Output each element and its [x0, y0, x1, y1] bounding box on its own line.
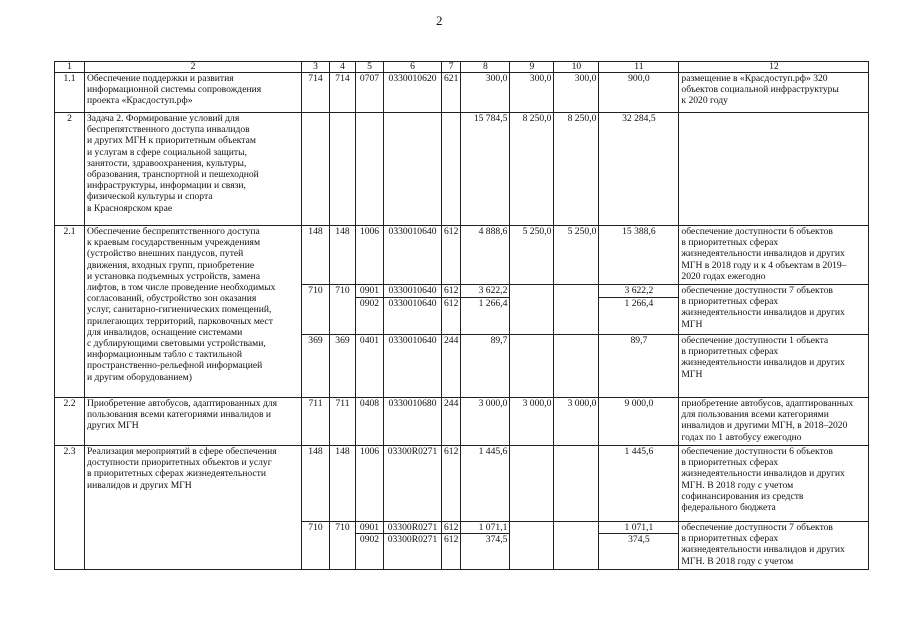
- header-cell: 7: [442, 62, 461, 73]
- target-article-cell: 03300R0271: [384, 534, 442, 570]
- table-row: [55, 446, 869, 522]
- amount-total: 1 445,6: [599, 446, 679, 522]
- code-cell: 714: [330, 73, 356, 113]
- header-cell: 12: [679, 62, 869, 73]
- expense-type-cell: 621: [442, 73, 461, 113]
- target-article-cell: 0330010620: [384, 73, 442, 113]
- item-name: Обеспечение беспрепятственного доступа к краевым государственным учреждениям (устройство внешних пандусов, путей движения, входных групп, приобретение и установка подъемных устройств, замена лифтов, в том числе проведение необходимых согласований, обустройство зон оказания услуг, санитарно-гигиенических помещений, прилегающих территорий, парковочных мест для инвалидов, оснащение системами с дублирующими световыми устройствами, информационным табло с тактильной пространственно-рельефной информацией и другим оборудованием): [85, 226, 302, 398]
- amount-total: 32 284,5: [599, 113, 679, 226]
- amount-2018: 15 784,5: [461, 113, 510, 226]
- table-row: [55, 113, 869, 226]
- target-article-cell: 0330010680: [384, 398, 442, 446]
- code-cell: 710: [330, 285, 356, 335]
- amount-2018: 374,5: [461, 534, 510, 570]
- header-cell: 6: [384, 62, 442, 73]
- target-article-cell: 0330010640: [384, 226, 442, 285]
- amount-2018: 4 888,6: [461, 226, 510, 285]
- amount-2018: 1 445,6: [461, 446, 510, 522]
- grbs-cell: 710: [302, 522, 330, 570]
- row-number: 2.1: [55, 226, 85, 398]
- code-cell: 148: [330, 446, 356, 522]
- expected-result: обеспечение доступности 7 объектов в приоритетных сферах жизнедеятельности инвалидов и других МГН: [679, 285, 869, 335]
- amount-total: 9 000,0: [599, 398, 679, 446]
- row-number: 2.2: [55, 398, 85, 446]
- amount-2018: 3 000,0: [461, 398, 510, 446]
- header-cell: 1: [55, 62, 85, 73]
- section-cell: 0401: [356, 335, 384, 398]
- header-cell: 5: [356, 62, 384, 73]
- grbs-cell: 369: [302, 335, 330, 398]
- row-number: 2.3: [55, 446, 85, 570]
- section-cell: 0902: [356, 534, 384, 570]
- amount-2019: 300,0: [510, 73, 554, 113]
- table-row: [55, 398, 869, 446]
- amount-total: 3 622,2: [599, 285, 679, 298]
- amount-total: 374,5: [599, 534, 679, 570]
- code-cell: 710: [330, 522, 356, 570]
- amount-2018: 1 071,1: [461, 522, 510, 534]
- target-article-cell: 03300R0271: [384, 522, 442, 534]
- header-cell: 10: [554, 62, 599, 73]
- section-cell: 0408: [356, 398, 384, 446]
- page-number: 2: [436, 13, 443, 28]
- amount-total: 900,0: [599, 73, 679, 113]
- header-cell: 2: [85, 62, 302, 73]
- code-cell: 369: [330, 335, 356, 398]
- section-cell: 0707: [356, 73, 384, 113]
- grbs-cell: 710: [302, 285, 330, 335]
- expense-type-cell: 612: [442, 298, 461, 335]
- table-row: [55, 226, 869, 285]
- section-cell: 0901: [356, 522, 384, 534]
- code-cell: 711: [330, 398, 356, 446]
- expense-type-cell: 612: [442, 522, 461, 534]
- item-name: Обеспечение поддержки и развития информационной системы сопровождения проекта «Красдоступ.рф»: [85, 73, 302, 113]
- header-cell: 4: [330, 62, 356, 73]
- expected-result: приобретение автобусов, адаптированных для пользования всеми категориями инвалидов и другими МГН, в 2018–2020 годах по 1 автобусу ежегодно: [679, 398, 869, 446]
- row-number: 1.1: [55, 73, 85, 113]
- amount-2019: 3 000,0: [510, 398, 554, 446]
- header-cell: 8: [461, 62, 510, 73]
- expense-type-cell: 244: [442, 398, 461, 446]
- section-cell: 0901: [356, 285, 384, 298]
- amount-total: 1 071,1: [599, 522, 679, 534]
- amount-2019: 5 250,0: [510, 226, 554, 285]
- table-row: [55, 73, 869, 113]
- header-cell: 11: [599, 62, 679, 73]
- header-row: [55, 62, 869, 73]
- amount-total: 1 266,4: [599, 298, 679, 335]
- row-number: 2: [55, 113, 85, 226]
- section-cell: 1006: [356, 446, 384, 522]
- header-cell: 3: [302, 62, 330, 73]
- budget-table: [54, 61, 869, 570]
- expense-type-cell: 612: [442, 285, 461, 298]
- task-name: Задача 2. Формирование условий для беспрепятственного доступа инвалидов и других МГН к приоритетным объектам и услугам в сфере социальной защиты, занятости, здравоохранения, культуры, образования, транспортной и пешеходной инфраструктуры, информации и связи, физической культуры и спорта в Красноярском крае: [85, 113, 302, 226]
- item-name: Приобретение автобусов, адаптированных для пользования всеми категориями инвалидов и других МГН: [85, 398, 302, 446]
- amount-2019: 8 250,0: [510, 113, 554, 226]
- header-cell: 9: [510, 62, 554, 73]
- grbs-cell: 148: [302, 226, 330, 285]
- grbs-cell: 711: [302, 398, 330, 446]
- expense-type-cell: 612: [442, 446, 461, 522]
- amount-2020: 300,0: [554, 73, 599, 113]
- section-cell: 1006: [356, 226, 384, 285]
- amount-total: 89,7: [599, 335, 679, 398]
- target-article-cell: 0330010640: [384, 298, 442, 335]
- expense-type-cell: 612: [442, 226, 461, 285]
- amount-2020: 8 250,0: [554, 113, 599, 226]
- item-name: Реализация мероприятий в сфере обеспечения доступности приоритетных объектов и услуг в приоритетных сферах жизнедеятельности инвалидов и других МГН: [85, 446, 302, 570]
- amount-total: 15 388,6: [599, 226, 679, 285]
- amount-2018: 89,7: [461, 335, 510, 398]
- amount-2018: 300,0: [461, 73, 510, 113]
- target-article-cell: 0330010640: [384, 335, 442, 398]
- expense-type-cell: 244: [442, 335, 461, 398]
- expected-result: размещение в «Красдоступ.рф» 320 объектов социальной инфраструктуры к 2020 году: [679, 73, 869, 113]
- expense-type-cell: 612: [442, 534, 461, 570]
- expected-result: обеспечение доступности 6 объектов в приоритетных сферах жизнедеятельности инвалидов и других МГН в 2018 году и к 4 объектам в 2019– 2020 годах ежегодно: [679, 226, 869, 285]
- grbs-cell: 148: [302, 446, 330, 522]
- amount-2018: 1 266,4: [461, 298, 510, 335]
- expected-result: обеспечение доступности 7 объектов в приоритетных сферах жизнедеятельности инвалидов и других МГН. В 2018 году с учетом: [679, 522, 869, 570]
- expected-result: обеспечение доступности 6 объектов в приоритетных сферах жизнедеятельности инвалидов и других МГН. В 2018 году с учетом софинансирования из средств федерального бюджета: [679, 446, 869, 522]
- amount-2020: 3 000,0: [554, 398, 599, 446]
- grbs-cell: 714: [302, 73, 330, 113]
- target-article-cell: 0330010640: [384, 285, 442, 298]
- code-cell: 148: [330, 226, 356, 285]
- target-article-cell: 03300R0271: [384, 446, 442, 522]
- amount-2018: 3 622,2: [461, 285, 510, 298]
- amount-2020: 5 250,0: [554, 226, 599, 285]
- section-cell: 0902: [356, 298, 384, 335]
- expected-result: обеспечение доступности 1 объекта в приоритетных сферах жизнедеятельности инвалидов и других МГН: [679, 335, 869, 398]
